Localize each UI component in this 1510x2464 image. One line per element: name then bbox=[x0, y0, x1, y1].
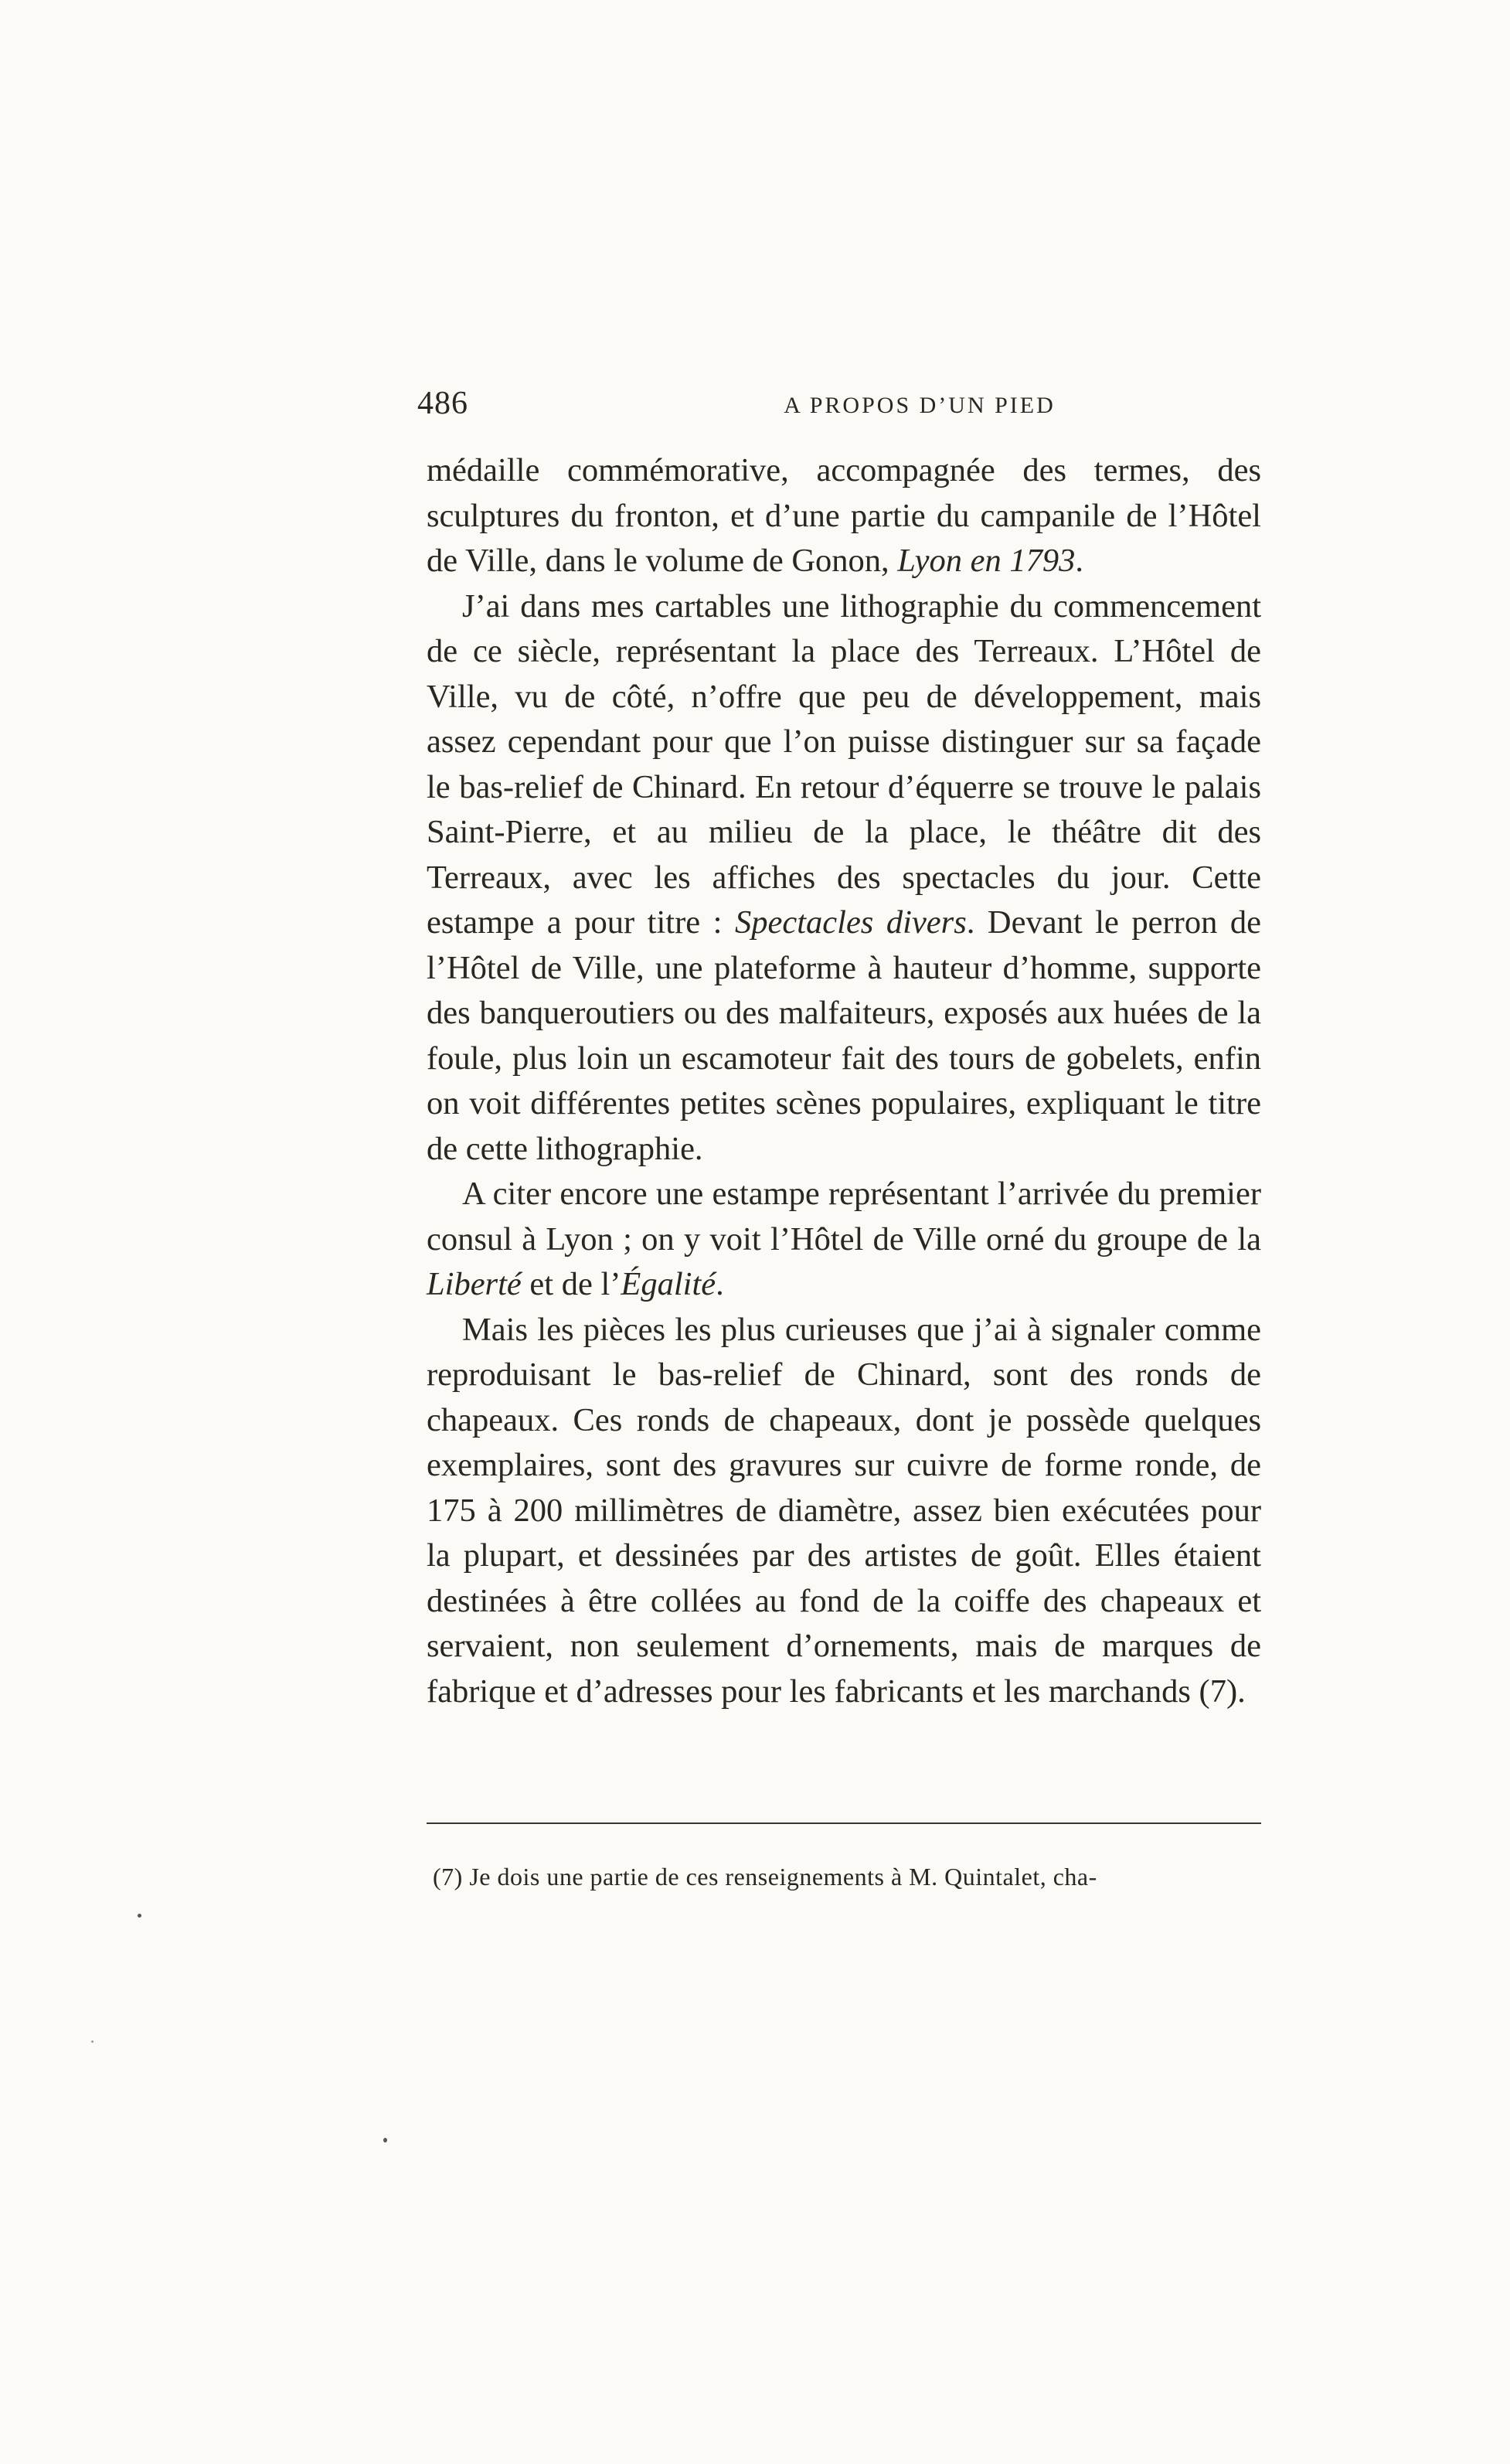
paragraph-estampe: A citer encore une estampe représentant l’arrivée du premier consul à Lyon ; on y voit l’Hôtel de Ville orné du groupe de la Liberté et de l’Égalité. bbox=[427, 1176, 1261, 1302]
footnote: (7) Je dois une partie de ces renseignements à M. Quintalet, cha- bbox=[433, 1863, 1097, 1891]
paper-speck bbox=[91, 2040, 94, 2043]
paper-speck bbox=[138, 1914, 141, 1918]
body-text bbox=[427, 448, 1261, 1714]
paragraph-lithographie: J’ai dans mes cartables une lithographie du commencement de ce siècle, représentant la place des Terreaux. L’Hôtel de Ville, vu de côté, n’offre que peu de développement, mais assez cependant pour que l’on puisse distinguer sur sa façade le bas-relief de Chinard. En retour d’équerre se trouve le palais Saint-Pierre, et au milieu de la place, le théâtre dit des Terreaux, avec les affiches des spectacles du jour. Cette estampe a pour titre : Spectacles divers. Devant le perron de l’Hôtel de Ville, une plateforme à hauteur d’homme, supporte des banqueroutiers ou des malfaiteurs, exposés aux huées de la foule, plus loin un escamoteur fait des tours de gobelets, enfin on voit différentes petites scènes populaires, expliquant le titre de cette lithographie. bbox=[427, 587, 1261, 1167]
running-title: A PROPOS D’UN PIED bbox=[784, 393, 1056, 418]
paragraph-continuation: médaille commémorative, accompagnée des termes, des sculptures du fronton, et d’une partie du campanile de l’Hôtel de Ville, dans le volume de Gonon, Lyon en 1793. bbox=[427, 452, 1261, 579]
paragraph-ronds-de-chapeaux: Mais les pièces les plus curieuses que j’ai à signaler comme reproduisant le bas-relief de Chinard, sont des ronds de chapeaux. Ces ronds de chapeaux, dont je possède quelques exemplaires, sont des gravures sur cuivre de forme ronde, de 175 à 200 millimètres de diamètre, assez bien exécutées pour la plupart, et dessinées par des artistes de goût. Elles étaient destinées à être collées au fond de la coiffe des chapeaux et servaient, non seulement d’ornements, mais de marques de fabrique et d’adresses pour les fabricants et les marchands (7). bbox=[427, 1311, 1261, 1710]
footnote-divider bbox=[427, 1822, 1261, 1824]
paper-speck bbox=[383, 2138, 387, 2142]
page-number: 486 bbox=[417, 386, 468, 421]
page-header bbox=[417, 385, 1261, 439]
